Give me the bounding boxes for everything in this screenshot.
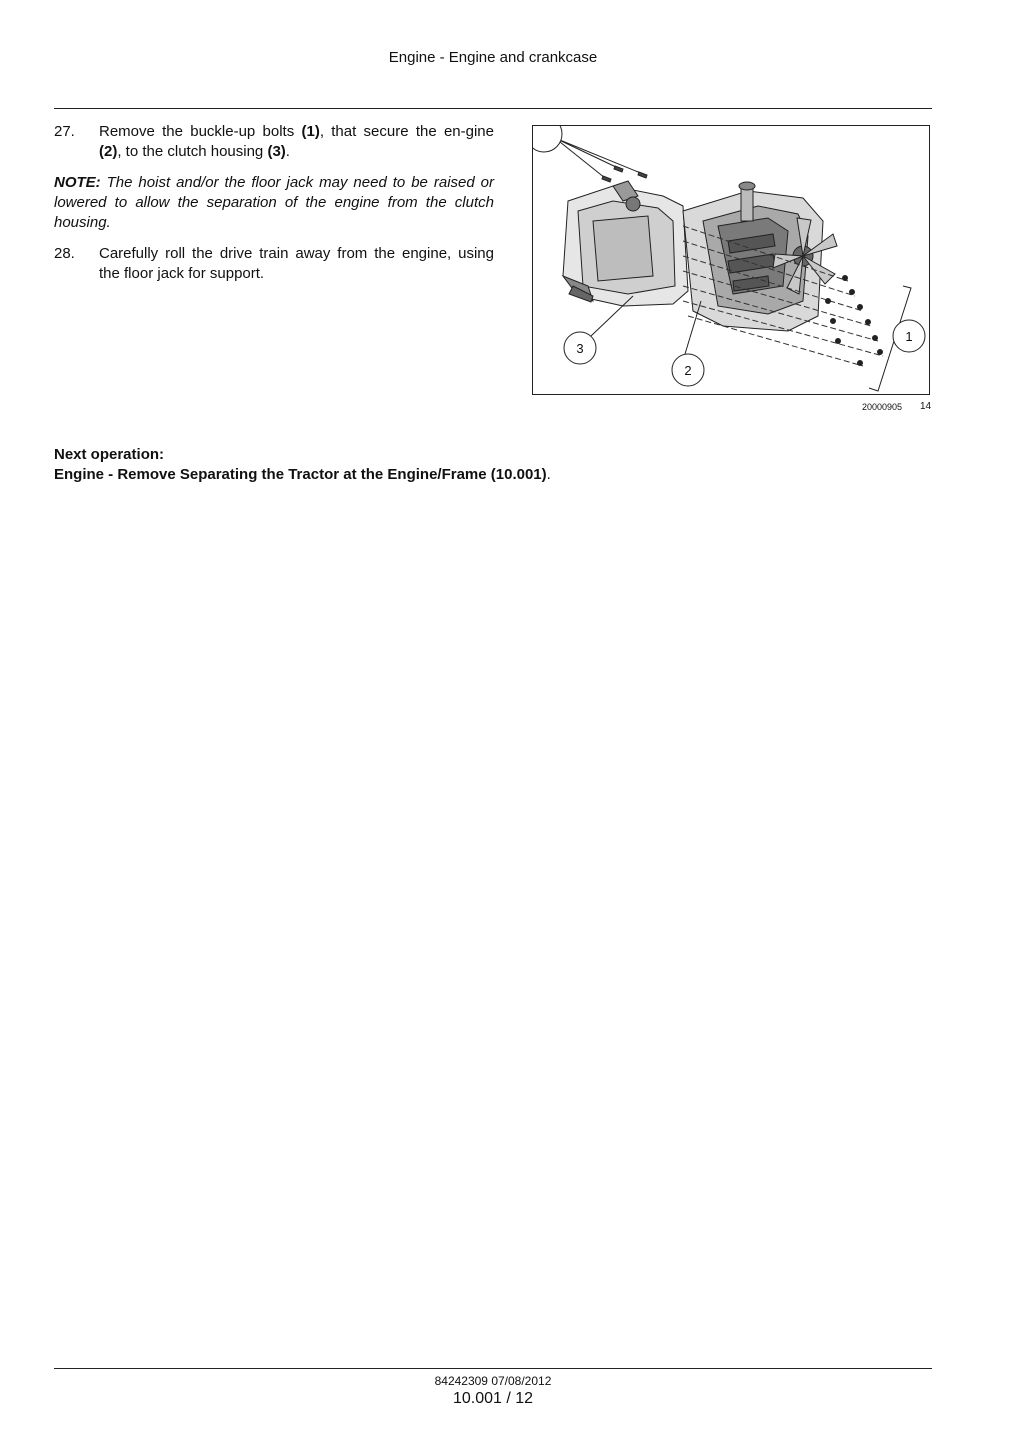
callout-label-2: 2 xyxy=(684,363,692,378)
engine-clutch-illustration xyxy=(532,125,930,395)
step-27 xyxy=(54,122,494,162)
footer-rule xyxy=(54,1368,932,1369)
step-text-part: Remove the buckle-up bolts xyxy=(99,123,302,140)
step-28 xyxy=(54,244,494,284)
next-operation xyxy=(54,445,551,485)
note-text: The hoist and/or the floor jack may need to be raised or lowered to allow the separation of the engine from the clutch housing. xyxy=(54,174,494,231)
bolt-icon xyxy=(602,166,647,182)
step-number: 28. xyxy=(54,245,75,262)
header-rule xyxy=(54,108,932,109)
footer-page-number: 10.001 / 12 xyxy=(452,1390,534,1407)
next-operation-suffix: . xyxy=(546,466,551,483)
figure-number: 14 xyxy=(920,401,932,412)
next-operation-link[interactable]: Engine - Remove Separating the Tractor at the Engine/Frame (10.001) xyxy=(54,466,547,483)
step-text-part: , that secure the en-gine xyxy=(319,123,494,140)
callout-ref-3: (3) xyxy=(267,143,286,160)
step-text-part: . xyxy=(285,143,290,160)
engine-drawing xyxy=(533,126,928,393)
next-operation-label: Next operation: xyxy=(54,446,165,463)
callout-label-3: 3 xyxy=(576,341,584,356)
page-header-title: Engine - Engine and crankcase xyxy=(388,49,598,66)
figure-caption-id: 20000905 xyxy=(862,402,903,412)
callout-ref-2: (2) xyxy=(99,143,118,160)
step-text: Carefully roll the drive train away from the engine, using the floor jack for support. xyxy=(99,245,494,282)
step-text xyxy=(99,123,494,160)
footer-document-info: 84242309 07/08/2012 xyxy=(434,1374,552,1388)
note-paragraph xyxy=(54,173,494,233)
step-text-part: , to the clutch housing xyxy=(117,143,268,160)
note-label: NOTE: xyxy=(54,174,101,191)
callout-label-1: 1 xyxy=(905,329,913,344)
step-number: 27. xyxy=(54,123,75,140)
instructions-column xyxy=(54,122,494,295)
callout-ref-1: (1) xyxy=(301,123,320,140)
